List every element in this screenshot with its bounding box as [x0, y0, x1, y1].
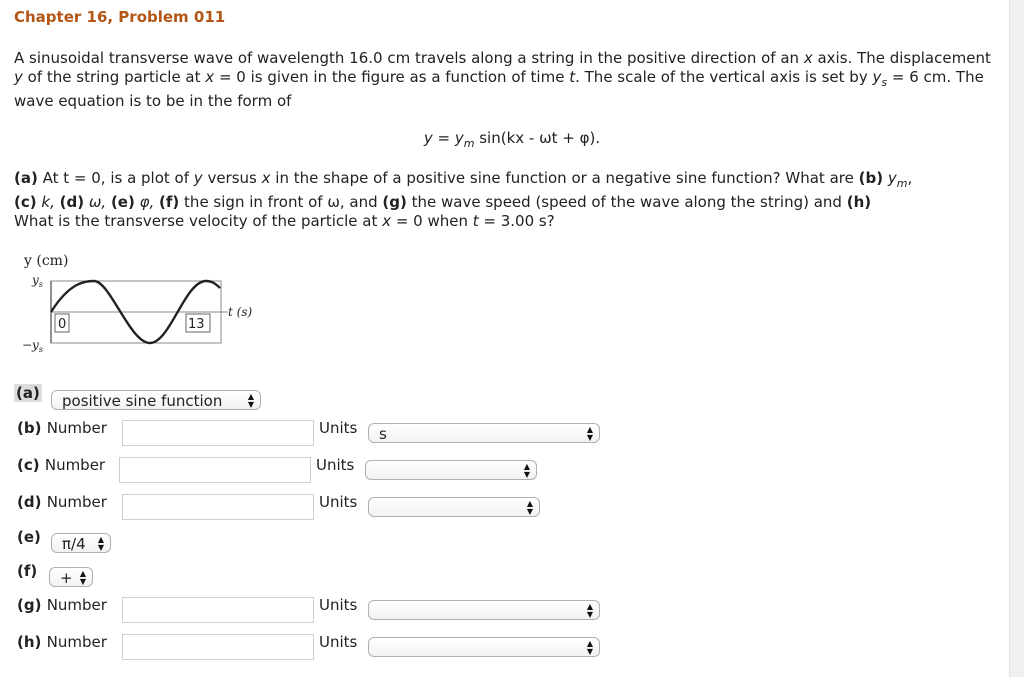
- graph-t-label: t (s): [228, 305, 253, 319]
- page-scrollbar[interactable]: [1009, 0, 1024, 677]
- answer-h-label: (h) Number: [17, 633, 107, 651]
- chevron-updown-icon: ▲ ▼: [586, 639, 593, 656]
- answer-b-label: (b) Number: [17, 419, 107, 437]
- answer-g-units-select[interactable]: [368, 600, 600, 620]
- displacement-time-graph: [10, 248, 270, 368]
- answer-h-input[interactable]: [122, 634, 314, 660]
- chevron-updown-icon: ▲ ▼: [79, 569, 86, 586]
- answer-a-tag: (a): [16, 384, 40, 402]
- graph-ys-bottom: $-y_s$: [22, 338, 43, 354]
- tick-thirteen: 13: [188, 317, 205, 332]
- problem-title: Chapter 16, Problem 011: [14, 8, 226, 26]
- answer-d-units-select[interactable]: [368, 497, 540, 517]
- answer-c-label: (c) Number: [17, 456, 106, 474]
- chevron-updown-icon: ▲ ▼: [586, 425, 593, 442]
- answer-g-input[interactable]: [122, 597, 314, 623]
- answer-e-select[interactable]: π/4 ▲ ▼: [51, 533, 111, 553]
- answer-c-units-select[interactable]: [365, 460, 537, 480]
- answer-d-label: (d) Number: [17, 493, 107, 511]
- answer-h-units-label: Units: [319, 633, 358, 651]
- answer-b-input[interactable]: [122, 420, 314, 446]
- question-text: (a) At t = 0, is a plot of y versus x in the shape of a positive sine function or a negative sine function? What are (b) $y_m$, (c) k, (d) ω, (e) φ, (f) the sign in front of ω, and (g) the wave speed (speed of the wave along the string) and (h) What is the transverse velocity of the particle at x = 0 when t = 3.00 s?: [14, 169, 913, 230]
- answer-d-input[interactable]: [122, 494, 314, 520]
- chevron-updown-icon: ▲ ▼: [586, 602, 593, 619]
- answer-c-input[interactable]: [119, 457, 311, 483]
- answer-f-tag: (f): [17, 562, 38, 580]
- chevron-updown-icon: ▲ ▼: [523, 462, 530, 479]
- answer-h-units-select[interactable]: [368, 637, 600, 657]
- answer-c-units-label: Units: [316, 456, 355, 474]
- answer-g-units-label: Units: [319, 596, 358, 614]
- answer-b-units-label: Units: [319, 419, 358, 437]
- answer-f-select[interactable]: + ▲ ▼: [49, 567, 93, 587]
- answer-a-select[interactable]: positive sine function ▲ ▼: [51, 390, 261, 410]
- answer-e-tag: (e): [17, 528, 41, 546]
- graph-ylabel: y (cm): [24, 253, 69, 269]
- chevron-updown-icon: ▲ ▼: [97, 535, 104, 552]
- graph-ys-top: $y_s$: [32, 273, 43, 289]
- tick-zero: 0: [58, 317, 67, 332]
- chevron-updown-icon: ▲ ▼: [526, 499, 533, 516]
- answer-b-units-select[interactable]: s ▲ ▼: [368, 423, 600, 443]
- chevron-updown-icon: ▲ ▼: [247, 392, 254, 409]
- answer-g-label: (g) Number: [17, 596, 107, 614]
- answer-d-units-label: Units: [319, 493, 358, 511]
- problem-statement: A sinusoidal transverse wave of wavelength 16.0 cm travels along a string in the positive direction of an x axis. The displacement y of the string particle at x = 0 is given in the figure as a function of time t. The scale of the vertical axis is set by $y_s = 6$ cm. The wave equation is to be in the form of: [14, 49, 991, 110]
- wave-equation: $y = y_m$ sin(kx - ωt + φ).: [423, 129, 601, 150]
